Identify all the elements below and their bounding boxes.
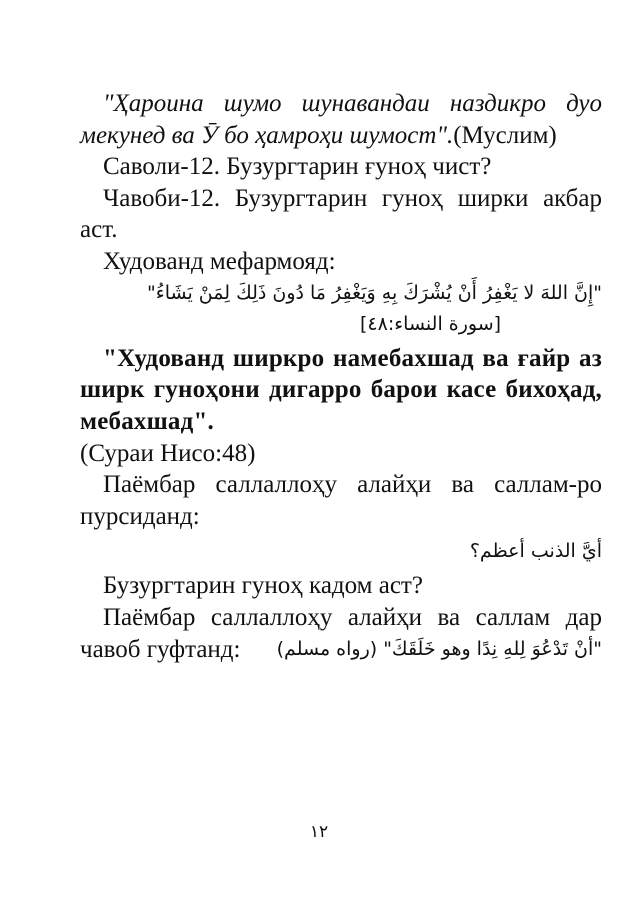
- which-sin-line: Бузургтарин гуноҳ кадом аст?: [103, 572, 423, 600]
- page-number: ١٢: [309, 822, 329, 842]
- answer-arabic: "أنْ تَدْعُوَ لِلهِ نِدًا وهو خَلَقَكَ" (رواه مسلم): [276, 637, 602, 660]
- hadith-quote: "Ҳароина шумо шунавандаи наздикро дуо мекунед ва Ӯ бо ҳамроҳи шумост".: [80, 90, 602, 149]
- question-arabic: أيَّ الذنب أعظم؟: [469, 540, 602, 563]
- quran-reference-arabic: [سورة النساء:٤٨]: [360, 313, 502, 336]
- prophet-answered-line: Паёмбар саллаллоҳу алайҳи ва саллам дар чавоб гуфтанд:: [80, 603, 602, 663]
- hadith-source: (Муслим): [453, 121, 557, 149]
- answer-12: Чавоби-12. Бузургтарин гуноҳ ширки акбар аст.: [80, 184, 602, 244]
- hadith-paragraph: [80, 88, 602, 151]
- surah-reference: (Сураи Нисо:48): [80, 439, 256, 467]
- prophet-asked-line: Паёмбар саллаллоҳу алайҳи ва саллам-ро пурсиданд:: [80, 471, 602, 530]
- question-12: Саволи-12. Бузургтарин ғуноҳ чист?: [103, 153, 492, 181]
- god-says-line: Худованд мефармояд:: [103, 247, 336, 275]
- verse-translation: "Худованд ширкро намебахшад ва ғайр аз ширк гуноҳони дигарро барои касе бихоҳад, мебахшад".: [80, 344, 602, 435]
- page-body: [80, 88, 602, 665]
- quran-verse-arabic: "إِنَّ اللهَ لا يَغْفِرُ أَنْ يُشْرَكَ بِهِ وَيَغْفِرُ مَا دُونَ ذَلِكَ لِمَنْ يَشَاءُ": [147, 281, 602, 304]
